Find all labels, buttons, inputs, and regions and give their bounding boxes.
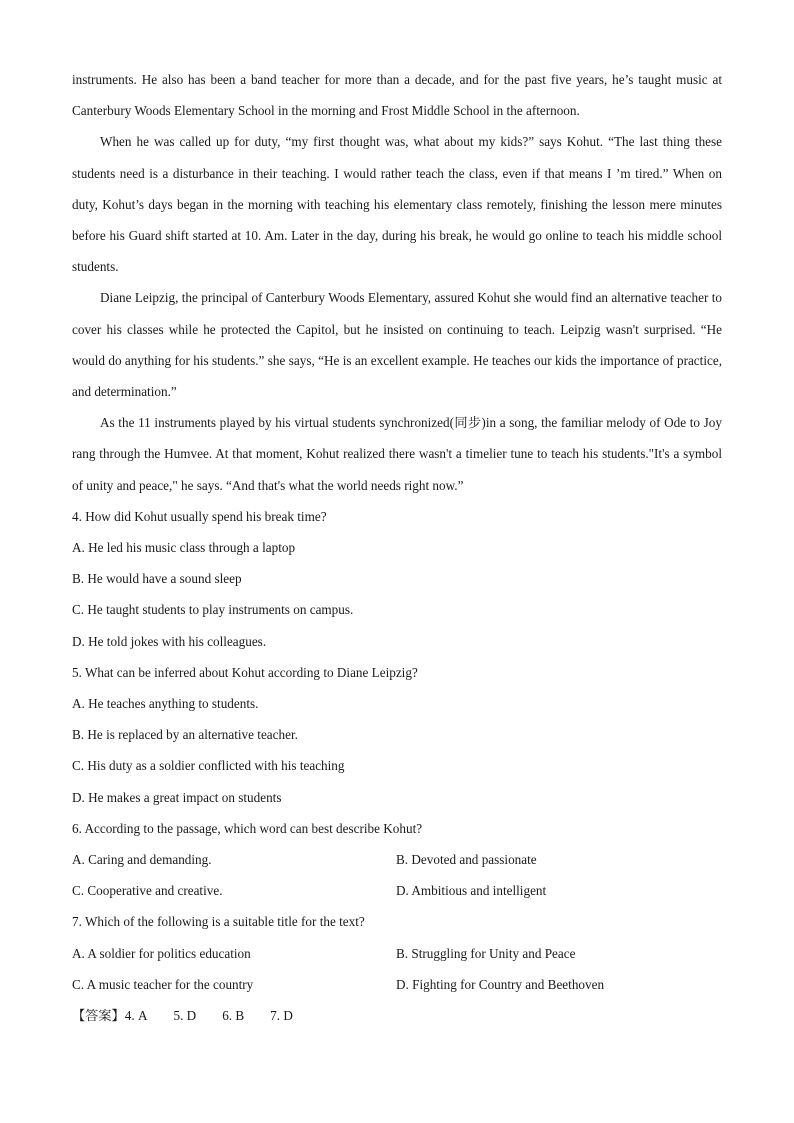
question-4-option-a: A. He led his music class through a laptop: [72, 540, 296, 556]
question-7-option-a: A. A soldier for politics education: [72, 945, 251, 961]
question-5-option-d: D. He makes a great impact on students: [72, 789, 282, 805]
question-4-option-d: D. He told jokes with his colleagues.: [72, 633, 267, 649]
document-page: [72, 64, 722, 1031]
question-stem-7: 7. Which of the following is a suitable title for the text?: [72, 914, 365, 930]
question-6-option-d: D. Ambitious and intelligent: [396, 883, 547, 899]
answer-key: [72, 1000, 722, 1031]
passage-paragraph-3: Diane Leipzig, the principal of Canterbury Woods Elementary, assured Kohut she would find an alternative teacher to cover his classes while he protected the Capitol, but he insisted on continuing to teach. Leipzig wasn't surprised. “He would do anything for his students.” she says, “He is an excellent example. He teaches our kids the importance of practice, and determination.”: [72, 290, 722, 400]
answer-item-5: 5. D: [173, 1008, 197, 1024]
answer-label: 【答案】: [72, 1008, 125, 1024]
answer-item-7: 7. D: [270, 1008, 293, 1024]
question-5-option-c: C. His duty as a soldier conflicted with his teaching: [72, 758, 345, 774]
question-7-options-row-1: [72, 938, 722, 969]
question-stem-6: 6. According to the passage, which word can best describe Kohut?: [72, 820, 423, 836]
answer-item-4: 4. A: [124, 1008, 148, 1024]
answer-item-6: 6. B: [222, 1008, 245, 1024]
question-stem-5: 5. What can be inferred about Kohut according to Diane Leipzig?: [72, 664, 418, 680]
question-5-option-b: B. He is replaced by an alternative teacher.: [72, 727, 298, 743]
passage-paragraph-4: As the 11 instruments played by his virtual students synchronized(同步)in a song, the familiar melody of Ode to Joy rang through the Humvee. At that moment, Kohut realized there wasn't a timelier tune to teach his students."It's a symbol of unity and peace," he says. “And that's what the world needs right now.”: [72, 415, 722, 493]
question-4-option-b: B. He would have a sound sleep: [72, 571, 242, 587]
question-7-option-b: B. Struggling for Unity and Peace: [396, 945, 576, 961]
question-4-option-c: C. He taught students to play instruments on campus.: [72, 602, 354, 618]
question-6-options-row-1: [72, 844, 722, 875]
question-6-options-row-2: [72, 875, 722, 906]
question-7-option-d: D. Fighting for Country and Beethoven: [396, 976, 605, 992]
question-6-option-a: A. Caring and demanding.: [72, 852, 212, 868]
question-5-option-a: A. He teaches anything to students.: [72, 696, 259, 712]
question-6-option-b: B. Devoted and passionate: [396, 852, 537, 868]
question-stem-4: 4. How did Kohut usually spend his break time?: [72, 508, 327, 524]
question-6-option-c: C. Cooperative and creative.: [72, 883, 223, 899]
passage-paragraph-2: When he was called up for duty, “my first thought was, what about my kids?” says Kohut. “The last thing these students need is a disturbance in their teaching. I would rather teach the class, even if that means I ’m tired.” When on duty, Kohut’s days began in the morning with teaching his elementary class remotely, finishing the lesson mere minutes before his Guard shift started at 10. Am. Later in the day, during his break, he would go online to teach his middle school students.: [72, 134, 722, 275]
question-7-options-row-2: [72, 969, 722, 1000]
question-7-option-c: C. A music teacher for the country: [72, 976, 254, 992]
passage-paragraph-1: instruments. He also has been a band teacher for more than a decade, and for the past five years, he’s taught music at Canterbury Woods Elementary School in the morning and Frost Middle School in the afternoon.: [72, 72, 722, 119]
